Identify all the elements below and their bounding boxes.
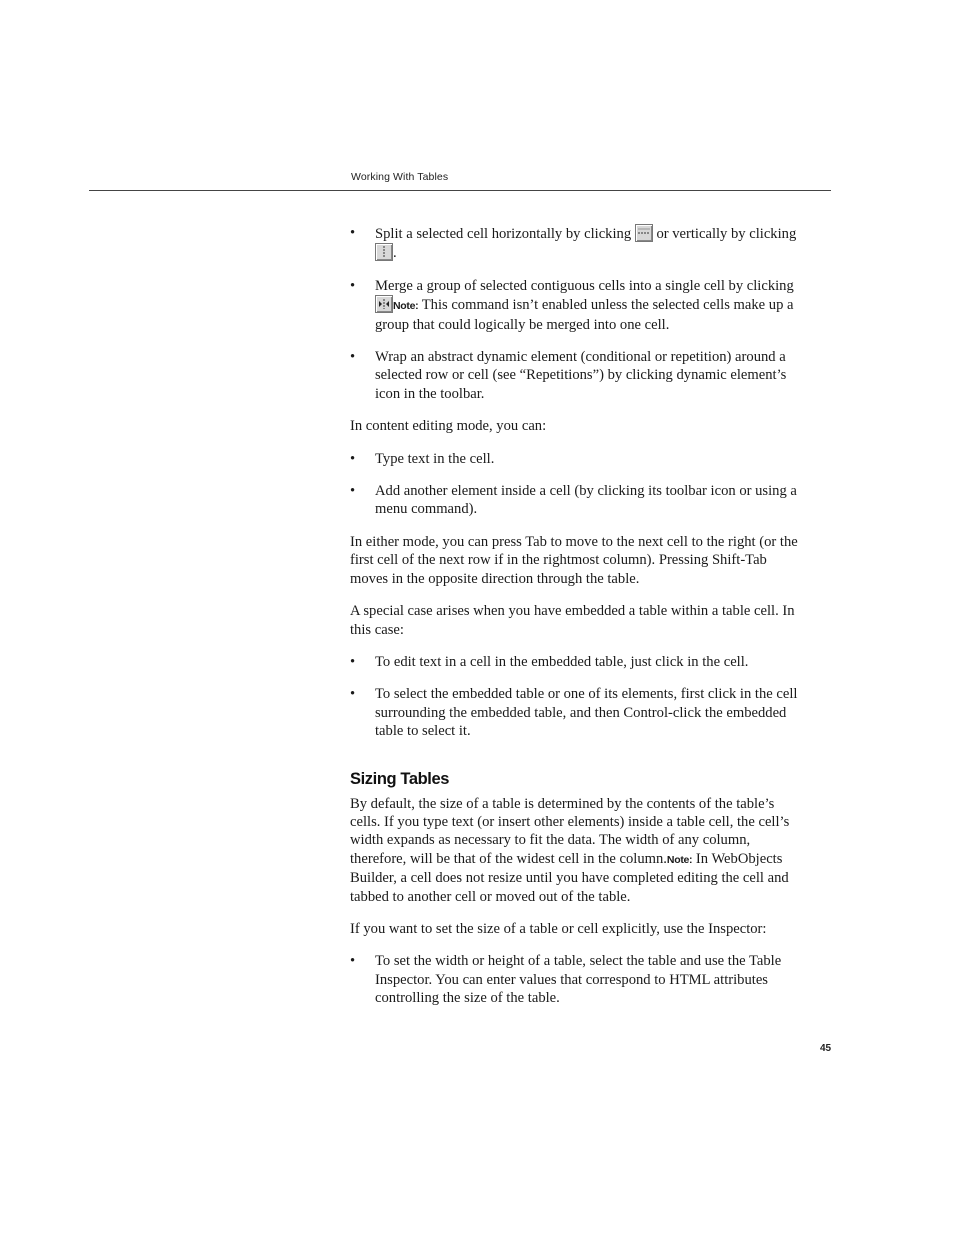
list-item-text: .: [393, 245, 397, 262]
paragraph-special-case: A special case arises when you have embedded a table within a table cell. In this case:: [350, 603, 795, 638]
bullet: •: [350, 953, 356, 970]
layout-bullet-list: [350, 224, 806, 403]
split-horizontal-icon: [635, 224, 653, 242]
list-item-text: Merge a group of selected contiguous cells into a single cell by clicking: [375, 277, 794, 294]
list-item: [350, 653, 806, 671]
list-item: [350, 685, 806, 740]
list-item: [350, 482, 806, 519]
page-number: 45: [820, 1043, 832, 1054]
merge-cells-icon: [375, 295, 393, 313]
paragraph-inspector: If you want to set the size of a table or cell explicitly, use the Inspector:: [350, 920, 767, 937]
bullet: •: [350, 349, 356, 366]
list-item-text: To set the width or height of a table, select the table and use the Table Inspector. You can enter values that correspond to HTML attributes controlling the size of the table.: [375, 953, 782, 1007]
header-rule: [89, 190, 831, 191]
note-label: Note:: [393, 300, 419, 313]
note-label: Note:: [666, 853, 693, 866]
bullet: •: [350, 225, 356, 241]
bullet: •: [350, 277, 356, 294]
list-item-text: Add another element inside a cell (by clicking its toolbar icon or using a menu command).: [375, 483, 797, 518]
list-item-text: or vertically by clicking: [656, 226, 797, 242]
list-item-text: Wrap an abstract dynamic element (conditional or repetition) around a selected row or cell (see “Repetitions”) by clicking dynamic element’s icon in the toolbar.: [375, 349, 787, 402]
sizing-bullet-list: [350, 952, 806, 1007]
paragraph-either-mode: In either mode, you can press Tab to move to the next cell to the right (or the first cell of the next row if in the rightmost column). Pressing Shift-Tab moves in the opposite direction through the table.: [350, 533, 798, 587]
list-item: [350, 348, 806, 403]
embedded-bullet-list: [350, 653, 806, 741]
paragraph-sizing-default: [350, 795, 806, 906]
list-item: [350, 450, 806, 468]
page-content: [350, 224, 806, 1022]
bullet: •: [350, 653, 356, 670]
paragraph-text: By default, the size of a table is determined by the contents of the table’s cells. If you type text (or insert other elements) inside a table cell, the cell’s width expands as necessary to fit the data. The width of any column, therefore, will be that of the widest cell in the column.: [350, 795, 790, 867]
bullet: •: [350, 686, 356, 703]
paragraph-text: In WebObjects Builder, a cell does not resize until you have completed editing the cell and tabbed to another cell or moved out of the table.: [350, 850, 789, 905]
list-item-text: To select the embedded table or one of its elements, first click in the cell surrounding the embedded table, and then Control-click the embedded table to select it.: [375, 686, 798, 740]
running-head: Working With Tables: [351, 171, 449, 183]
section-heading: Sizing Tables: [350, 769, 450, 788]
content-bullet-list: [350, 450, 806, 519]
list-item-text: Split a selected cell horizontally by clicking: [375, 226, 632, 242]
bullet: •: [350, 450, 356, 467]
list-item: [350, 224, 806, 263]
split-vertical-icon: [375, 243, 393, 261]
list-item: [350, 277, 806, 334]
list-item-text: To edit text in a cell in the embedded table, just click in the cell.: [375, 653, 749, 670]
bullet: •: [350, 483, 356, 500]
paragraph-content-mode: In content editing mode, you can:: [350, 418, 547, 435]
list-item: [350, 952, 806, 1007]
list-item-text: This command isn’t enabled unless the selected cells make up a group that could logically be merged into one cell.: [375, 297, 794, 333]
list-item-text: Type text in the cell.: [375, 450, 495, 467]
